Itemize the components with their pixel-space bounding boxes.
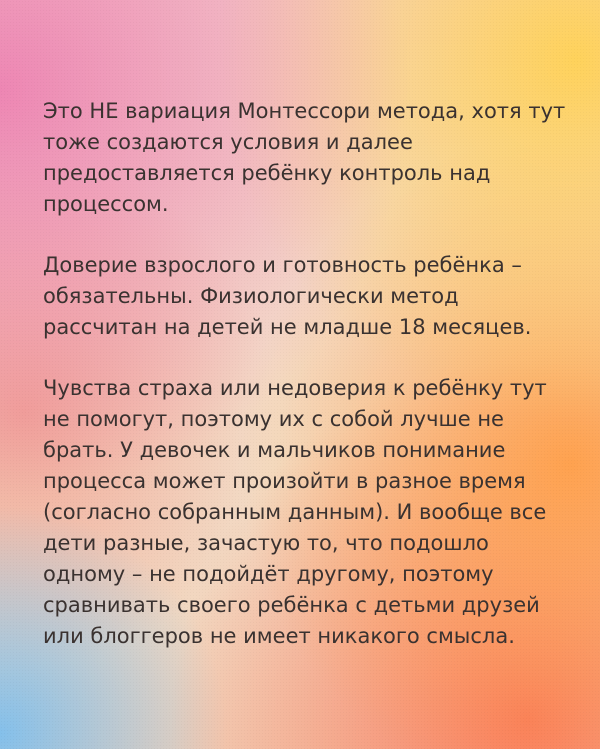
paragraph-line: или блоггеров не имеет никакого смысла. (43, 624, 515, 648)
paragraph-line: одному – не подойдёт другому, поэтому (43, 562, 494, 586)
paragraph-line: Это НЕ вариация Монтессори метода, хотя тут (43, 99, 566, 123)
paragraph-line: Доверие взрослого и готовность ребёнка – (43, 253, 522, 277)
paragraph-1 (43, 96, 573, 220)
paragraph-line: процесса может произойти в разное время (43, 469, 526, 493)
paragraph-line: не помогут, поэтому их с собой лучше не (43, 407, 504, 431)
paragraph-line: (согласно собранным данным). И вообще все (43, 500, 547, 524)
paragraph-2 (43, 250, 573, 343)
text-content (43, 96, 573, 682)
paragraph-line: процессом. (43, 192, 169, 216)
paragraph-line: сравнивать своего ребёнка с детьми друзей (43, 593, 540, 617)
paragraph-line: тоже создаются условия и далее (43, 130, 413, 154)
paragraph-line: обязательны. Физиологически метод (43, 284, 459, 308)
paragraph-line: дети разные, зачастую то, что подошло (43, 531, 489, 555)
paragraph-line: предоставляется ребёнку контроль над (43, 161, 491, 185)
paragraph-line: брать. У девочек и мальчиков понимание (43, 438, 506, 462)
paragraph-line: Чувства страха или недоверия к ребёнку тут (43, 376, 547, 400)
paragraph-line: рассчитан на детей не младше 18 месяцев. (43, 315, 532, 339)
paragraph-3 (43, 373, 573, 652)
